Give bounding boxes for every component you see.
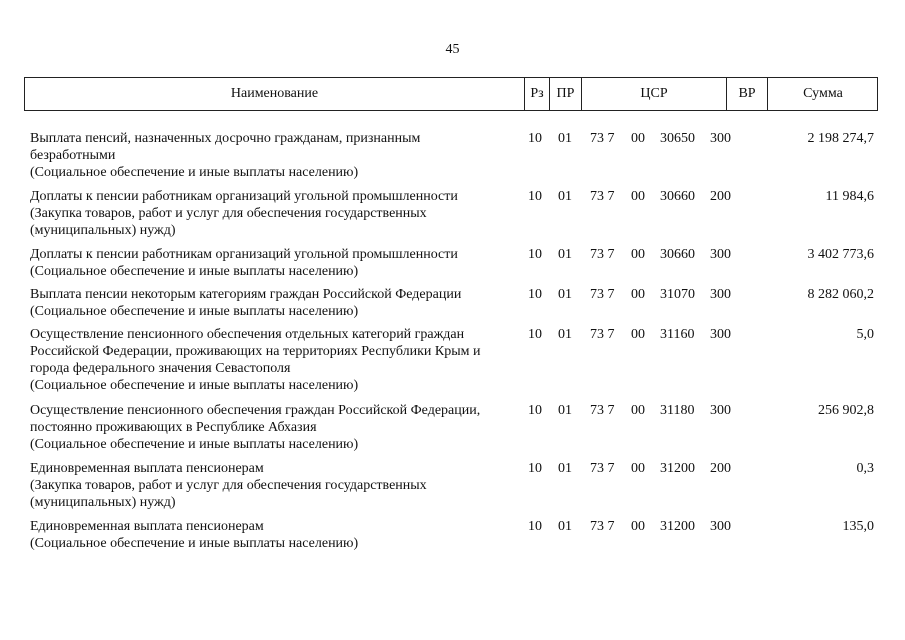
- row-name-line: (Закупка товаров, работ и услуг для обеспечения государственных: [30, 206, 427, 221]
- cell-csr-program: 73 7: [590, 189, 615, 204]
- cell-pr: 01: [558, 189, 572, 204]
- row-name-line: (Социальное обеспечение и иные выплаты населению): [30, 165, 359, 180]
- cell-pr: 01: [558, 403, 572, 418]
- cell-csr-code: 31160: [660, 327, 695, 342]
- row-name-line: Российской Федерации, проживающих на территориях Республики Крым и: [30, 344, 481, 359]
- cell-rz: 10: [528, 247, 542, 262]
- cell-csr-program: 73 7: [590, 327, 615, 342]
- cell-csr-code: 31070: [660, 287, 695, 302]
- row-name-line: Доплаты к пенсии работникам организаций угольной промышленности: [30, 247, 458, 262]
- cell-rz: 10: [528, 519, 542, 534]
- table-header: [24, 77, 878, 111]
- row-name: [30, 460, 522, 511]
- row-name: [30, 402, 522, 453]
- cell-vr: 300: [710, 327, 731, 342]
- cell-sum: 2 198 274,7: [807, 131, 874, 146]
- row-name-line: (Социальное обеспечение и иные выплаты населению): [30, 378, 359, 393]
- cell-csr-code: 30650: [660, 131, 695, 146]
- cell-rz: 10: [528, 327, 542, 342]
- row-name-line: Доплаты к пенсии работникам организаций угольной промышленности: [30, 189, 458, 204]
- cell-csr-subprogram: 00: [631, 327, 645, 342]
- cell-csr-program: 73 7: [590, 519, 615, 534]
- cell-rz: 10: [528, 461, 542, 476]
- header-rz: Рз: [525, 78, 550, 110]
- cell-vr: 300: [710, 519, 731, 534]
- cell-pr: 01: [558, 131, 572, 146]
- row-name-line: (Социальное обеспечение и иные выплаты населению): [30, 536, 359, 551]
- cell-pr: 01: [558, 519, 572, 534]
- row-name-line: постоянно проживающих в Республике Абхазия: [30, 420, 317, 435]
- cell-sum: 3 402 773,6: [807, 247, 874, 262]
- header-sum: Сумма: [803, 86, 843, 101]
- cell-sum: 256 902,8: [818, 403, 874, 418]
- cell-vr: 300: [710, 247, 731, 262]
- cell-csr-code: 31200: [660, 519, 695, 534]
- row-name: [30, 518, 522, 552]
- cell-sum: 0,3: [856, 461, 874, 476]
- row-name-line: безработными: [30, 148, 116, 163]
- cell-vr: 300: [710, 287, 731, 302]
- cell-rz: 10: [528, 287, 542, 302]
- row-name-line: Осуществление пенсионного обеспечения граждан Российской Федерации,: [30, 403, 481, 418]
- cell-sum: 135,0: [842, 519, 874, 534]
- row-name: [30, 246, 522, 280]
- cell-vr: 200: [710, 189, 731, 204]
- cell-vr: 200: [710, 461, 731, 476]
- row-name-line: города федерального значения Севастополя: [30, 361, 291, 376]
- cell-csr-program: 73 7: [590, 247, 615, 262]
- row-name-line: (Социальное обеспечение и иные выплаты населению): [30, 264, 359, 279]
- cell-csr-subprogram: 00: [631, 519, 645, 534]
- cell-pr: 01: [558, 461, 572, 476]
- cell-csr-program: 73 7: [590, 287, 615, 302]
- cell-pr: 01: [558, 327, 572, 342]
- cell-vr: 300: [710, 403, 731, 418]
- row-name-line: (Закупка товаров, работ и услуг для обеспечения государственных: [30, 478, 427, 493]
- cell-csr-code: 31180: [660, 403, 695, 418]
- row-name: [30, 188, 522, 239]
- cell-rz: 10: [528, 189, 542, 204]
- row-name: [30, 130, 522, 181]
- page-number: 45: [445, 42, 460, 57]
- cell-csr-subprogram: 00: [631, 189, 645, 204]
- cell-csr-subprogram: 00: [631, 131, 645, 146]
- cell-csr-code: 30660: [660, 247, 695, 262]
- cell-csr-subprogram: 00: [631, 403, 645, 418]
- cell-pr: 01: [558, 247, 572, 262]
- cell-sum: 5,0: [856, 327, 874, 342]
- cell-rz: 10: [528, 131, 542, 146]
- row-name: [30, 326, 522, 394]
- cell-csr-program: 73 7: [590, 461, 615, 476]
- row-name-line: Единовременная выплата пенсионерам: [30, 461, 264, 476]
- row-name-line: Выплата пенсии некоторым категориям граждан Российской Федерации: [30, 287, 462, 302]
- row-name-line: (муниципальных) нужд): [30, 495, 176, 510]
- header-vr: ВР: [727, 78, 768, 110]
- cell-csr-program: 73 7: [590, 131, 615, 146]
- cell-csr-subprogram: 00: [631, 247, 645, 262]
- cell-csr-code: 30660: [660, 189, 695, 204]
- header-name: Наименование: [25, 78, 525, 110]
- cell-csr-code: 31200: [660, 461, 695, 476]
- row-name-line: (муниципальных) нужд): [30, 223, 176, 238]
- cell-csr-subprogram: 00: [631, 287, 645, 302]
- header-pr: ПР: [550, 78, 582, 110]
- cell-csr-subprogram: 00: [631, 461, 645, 476]
- row-name-line: Выплата пенсий, назначенных досрочно гражданам, признанным: [30, 131, 421, 146]
- cell-sum: 8 282 060,2: [807, 287, 874, 302]
- cell-vr: 300: [710, 131, 731, 146]
- row-name-line: Осуществление пенсионного обеспечения отдельных категорий граждан: [30, 327, 465, 342]
- row-name: [30, 286, 522, 320]
- row-name-line: (Социальное обеспечение и иные выплаты населению): [30, 437, 359, 452]
- row-name-line: Единовременная выплата пенсионерам: [30, 519, 264, 534]
- row-name-line: (Социальное обеспечение и иные выплаты населению): [30, 304, 359, 319]
- cell-pr: 01: [558, 287, 572, 302]
- header-csr: ЦСР: [582, 78, 727, 110]
- cell-rz: 10: [528, 403, 542, 418]
- cell-sum: 11 984,6: [825, 189, 874, 204]
- cell-csr-program: 73 7: [590, 403, 615, 418]
